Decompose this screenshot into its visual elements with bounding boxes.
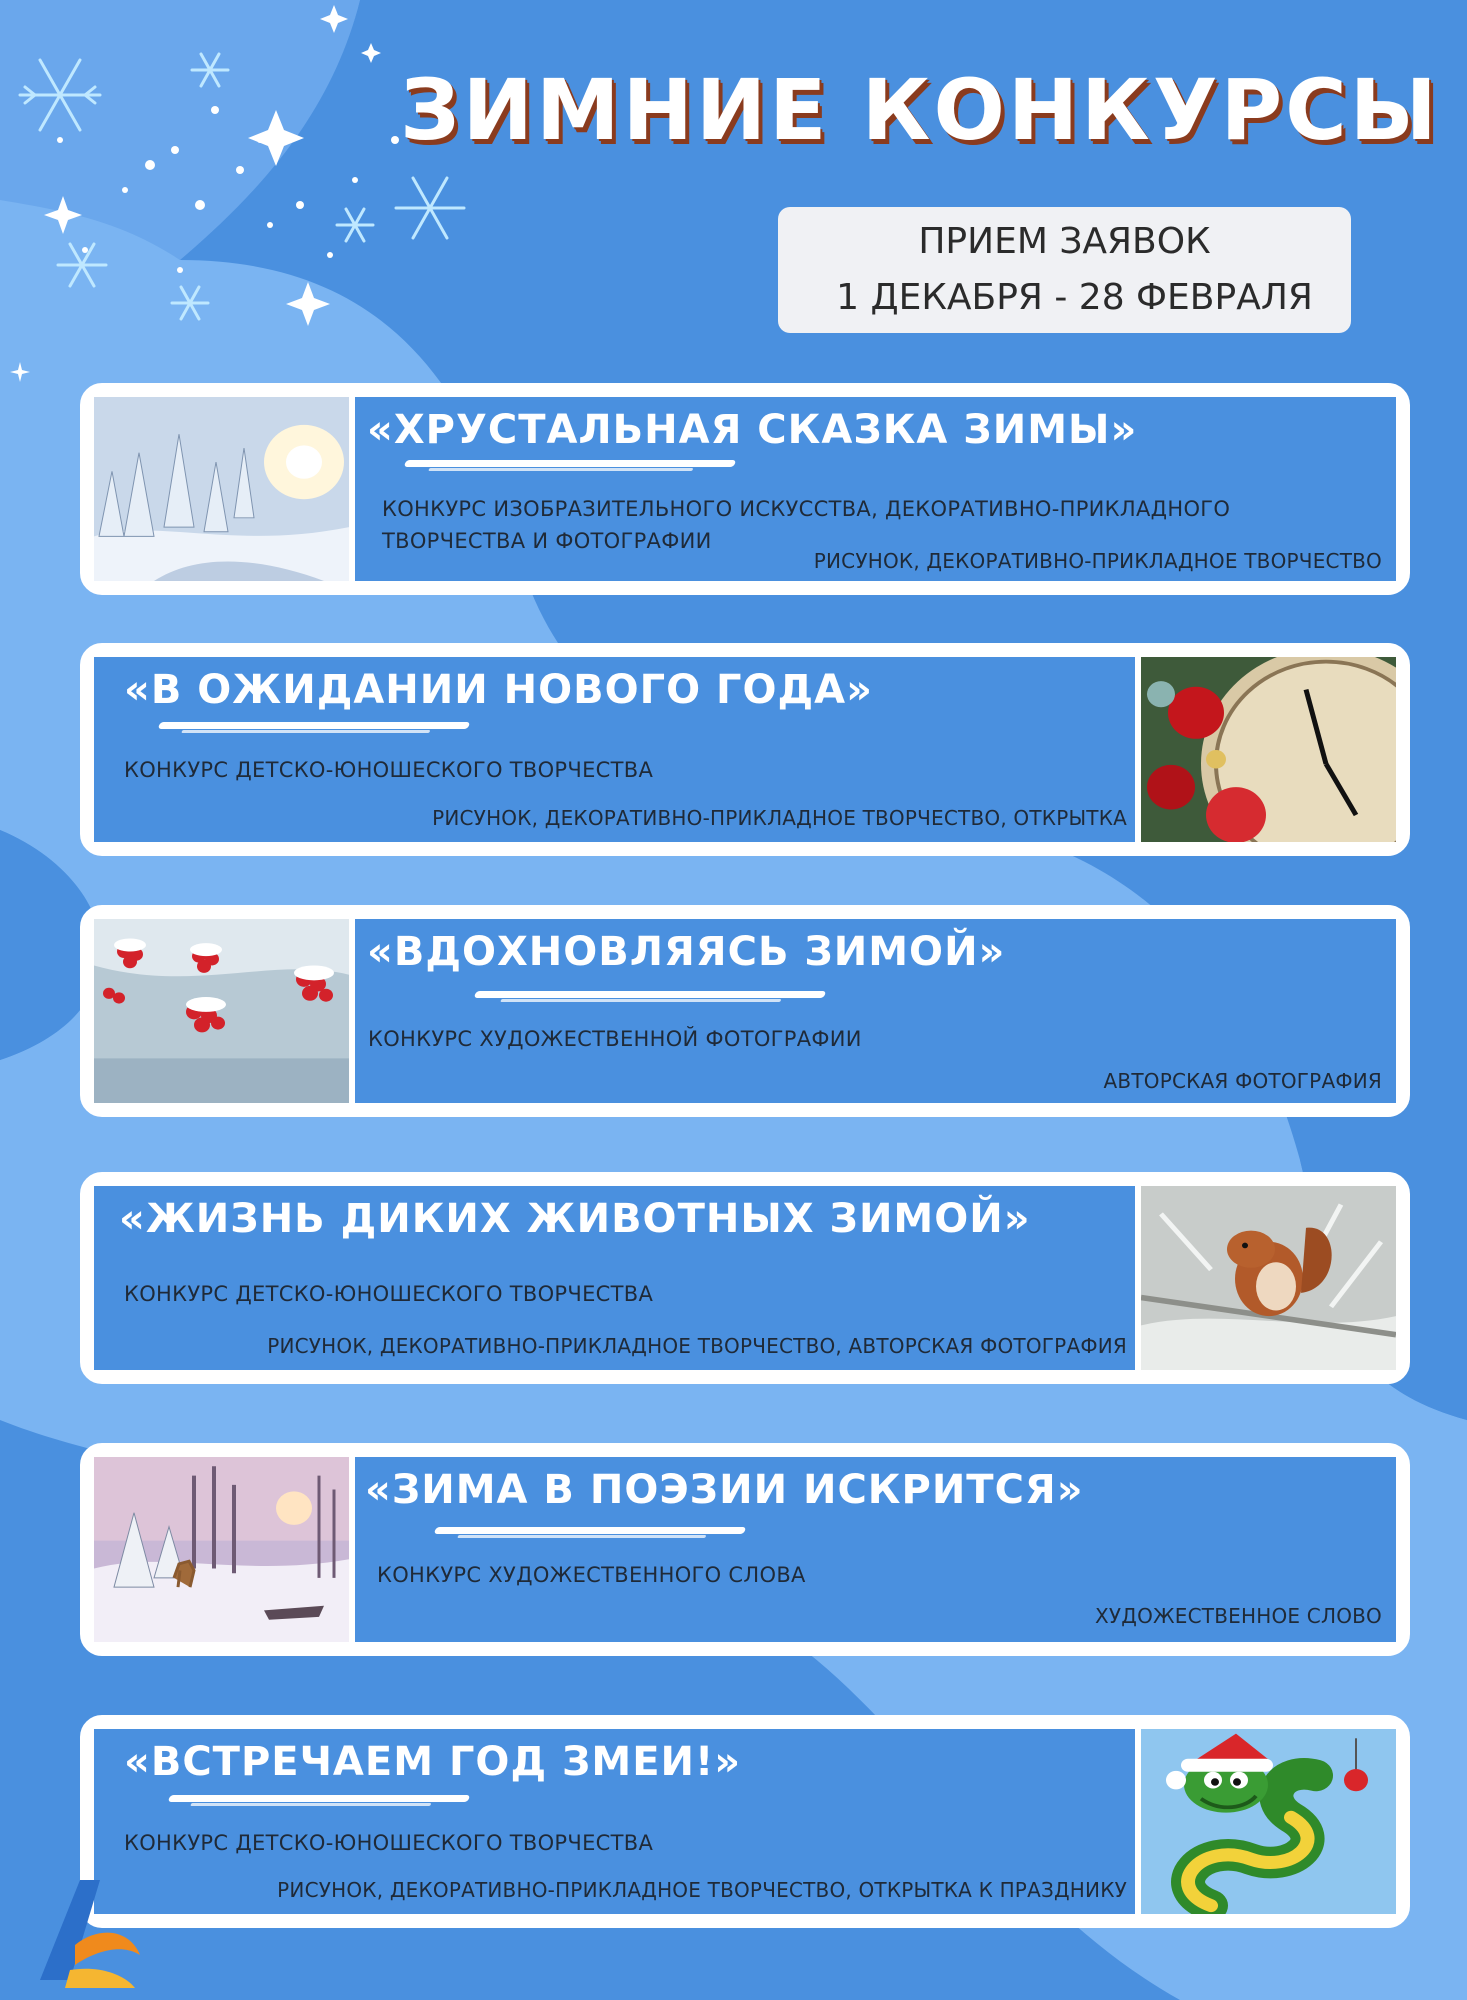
contest-card-crystal-winter-tale[interactable] [80,383,1410,595]
page-title: ЗИМНИЕ КОНКУРСЫ [400,61,1440,159]
contest-description: КОНКУРС ДЕТСКО-ЮНОШЕСКОГО ТВОРЧЕСТВА [124,1831,654,1855]
contest-description: КОНКУРС ДЕТСКО-ЮНОШЕСКОГО ТВОРЧЕСТВА [124,758,654,782]
brush-underline [474,991,827,998]
brush-underline [168,1795,471,1802]
contest-categories: РИСУНОК, ДЕКОРАТИВНО-ПРИКЛАДНОЕ ТВОРЧЕСТВО, АВТОРСКАЯ ФОТОГРАФИЯ [267,1334,1127,1358]
contest-panel [94,1729,1135,1914]
contest-card-wildlife-in-winter[interactable] [80,1172,1410,1384]
contest-title: «ХРУСТАЛЬНАЯ СКАЗКА ЗИМЫ» [367,407,1138,453]
snowy-forest-photo [94,397,349,581]
contest-title: «ЖИЗНЬ ДИКИХ ЖИВОТНЫХ ЗИМОЙ» [119,1196,1031,1242]
contest-panel [94,1186,1135,1370]
contest-card-year-of-the-snake[interactable] [80,1715,1410,1928]
brush-underline [404,460,737,467]
contest-categories: АВТОРСКАЯ ФОТОГРАФИЯ [1103,1069,1382,1093]
contest-card-inspired-by-winter[interactable] [80,905,1410,1117]
contest-categories: ХУДОЖЕСТВЕННОЕ СЛОВО [1095,1604,1382,1628]
contest-description: КОНКУРС ХУДОЖЕСТВЕННОЙ ФОТОГРАФИИ [368,1027,862,1051]
contest-card-winter-in-poetry[interactable] [80,1443,1410,1656]
contest-description: КОНКУРС ДЕТСКО-ЮНОШЕСКОГО ТВОРЧЕСТВА [124,1282,654,1306]
squirrel-photo [1141,1186,1396,1370]
contest-description: КОНКУРС ХУДОЖЕСТВЕННОГО СЛОВА [377,1563,806,1587]
intake-label: ПРИЕМ ЗАЯВОК [918,221,1211,262]
contest-title: «ВДОХНОВЛЯЯСЬ ЗИМОЙ» [367,929,1006,975]
contest-categories: РИСУНОК, ДЕКОРАТИВНО-ПРИКЛАДНОЕ ТВОРЧЕСТВО [813,549,1382,573]
contest-panel [355,919,1396,1103]
snake-cartoon-image [1141,1729,1396,1914]
contest-title: «ЗИМА В ПОЭЗИИ ИСКРИТСЯ» [365,1467,1084,1513]
intake-dates: 1 ДЕКАБРЯ - 28 ФЕВРАЛЯ [836,277,1313,318]
contest-card-awaiting-new-year[interactable] [80,643,1410,856]
contest-categories: РИСУНОК, ДЕКОРАТИВНО-ПРИКЛАДНОЕ ТВОРЧЕСТВО, ОТКРЫТКА [432,806,1127,830]
contest-title: «ВСТРЕЧАЕМ ГОД ЗМЕИ!» [124,1739,742,1785]
winter-landscape-photo [94,1457,349,1642]
contest-panel [355,397,1396,581]
contest-panel [355,1457,1396,1642]
clock-ornaments-photo [1141,657,1396,842]
brush-underline [158,722,471,729]
rowan-berries-photo [94,919,349,1103]
brush-underline [434,1527,747,1534]
organization-logo-icon [30,1870,145,1990]
contest-title: «В ОЖИДАНИИ НОВОГО ГОДА» [124,667,873,713]
contest-description: КОНКУРС ИЗОБРАЗИТЕЛЬНОГО ИСКУССТВА, ДЕКОРАТИВНО-ПРИКЛАДНОГО ТВОРЧЕСТВА И ФОТОГРАФИИ [382,497,1231,553]
application-period-box [778,207,1351,333]
contest-categories: РИСУНОК, ДЕКОРАТИВНО-ПРИКЛАДНОЕ ТВОРЧЕСТВО, ОТКРЫТКА К ПРАЗДНИКУ [277,1878,1127,1902]
contest-panel [94,657,1135,842]
